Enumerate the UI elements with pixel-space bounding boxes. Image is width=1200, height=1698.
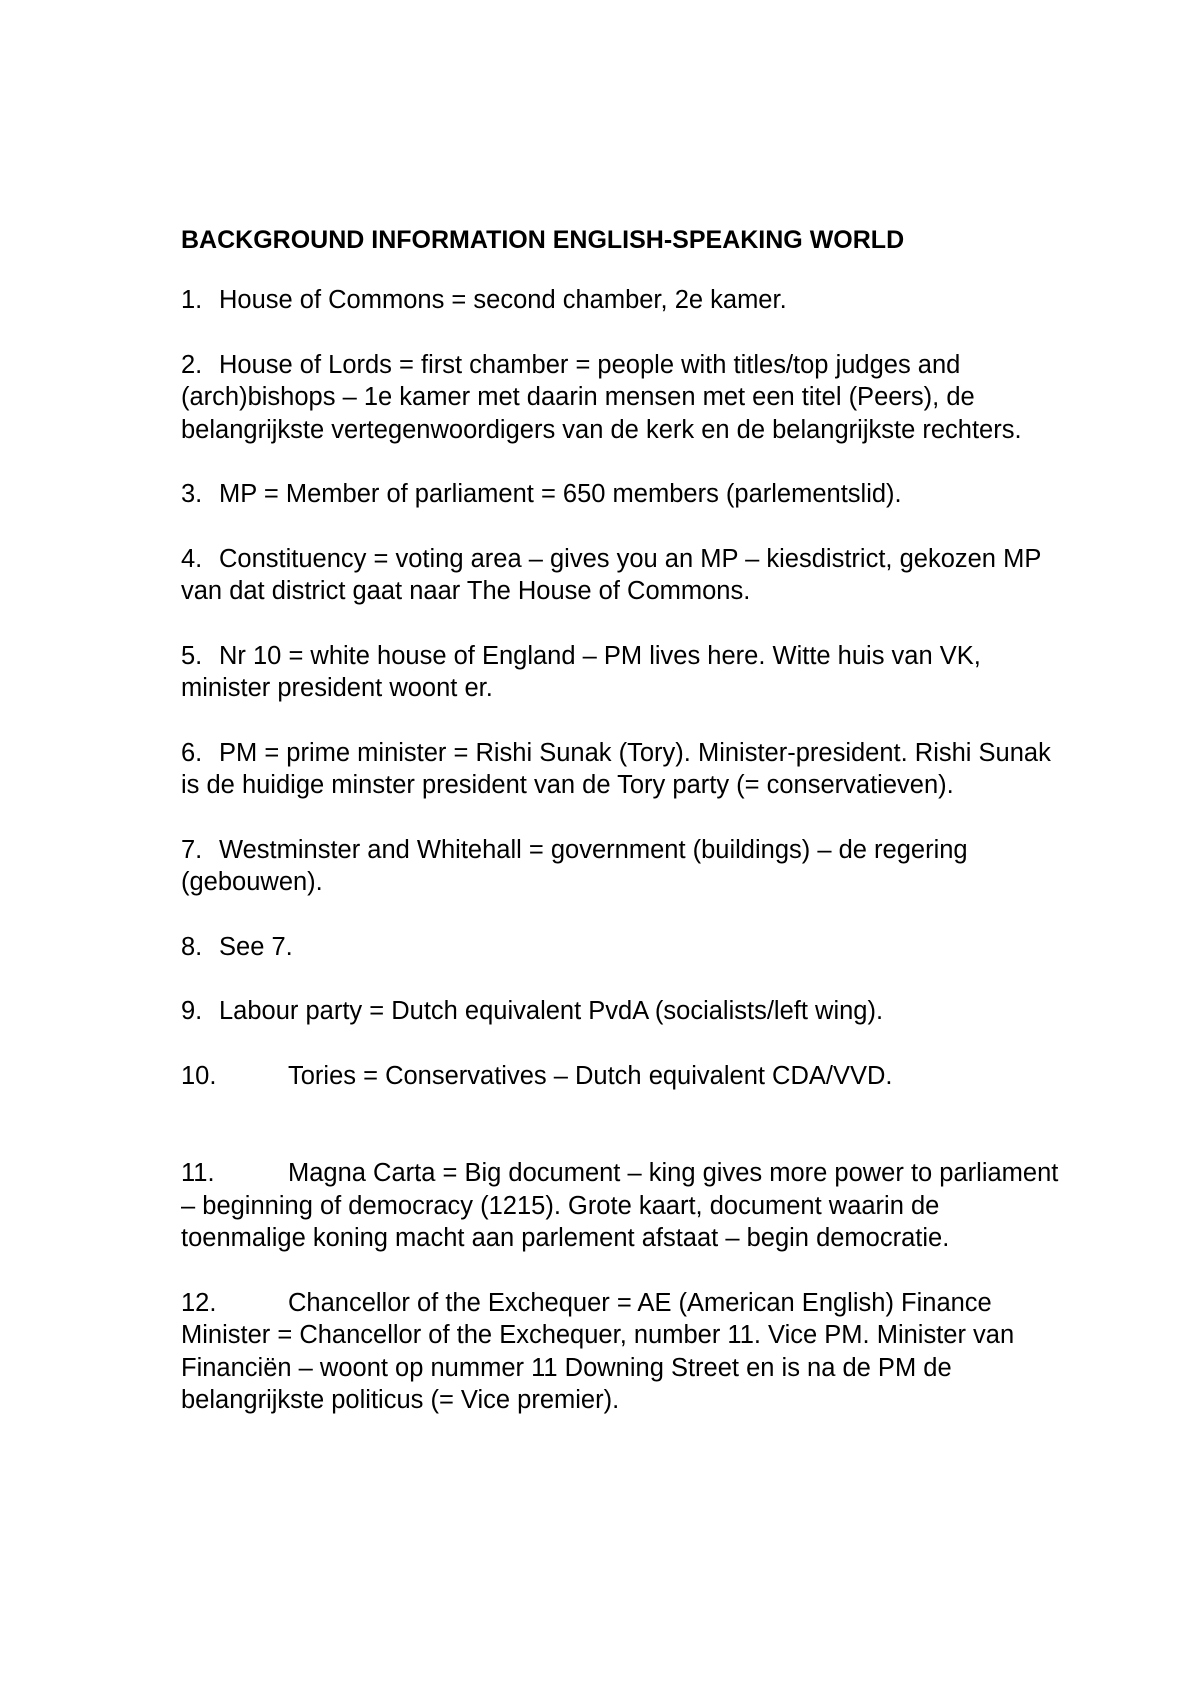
item-number: 6.	[181, 738, 203, 767]
item-text: MP = Member of parliament = 650 members (parlementslid).	[219, 480, 902, 508]
list-item	[181, 1157, 1061, 1255]
item-number: 11.	[181, 1159, 215, 1187]
item-number: 12.	[181, 1288, 217, 1317]
item-text: Labour party = Dutch equivalent PvdA (socialists/left wing).	[219, 997, 884, 1025]
item-number: 1.	[181, 286, 203, 314]
item-number: 7.	[181, 835, 203, 864]
item-text: Nr 10 = white house of England – PM lives here. Witte huis van VK, minister president woont er.	[181, 641, 981, 702]
item-number: 3.	[181, 480, 203, 508]
item-text: House of Lords = first chamber = people with titles/top judges and (arch)bishops – 1e kamer met daarin mensen met een titel (Peers), de belangrijkste vertegenwoordigers van de kerk en de belangrijkste rechters.	[181, 350, 1022, 444]
item-number: 10.	[181, 1061, 217, 1090]
item-number: 2.	[181, 350, 203, 379]
list-item	[181, 349, 1061, 447]
list-item	[181, 1060, 1061, 1093]
list-item	[181, 931, 1061, 964]
document-title: BACKGROUND INFORMATION ENGLISH-SPEAKING WORLD	[181, 226, 905, 254]
item-text: House of Commons = second chamber, 2e kamer.	[219, 286, 787, 314]
item-number: 8.	[181, 932, 203, 961]
list-item	[181, 834, 1061, 899]
list-item	[181, 995, 1061, 1028]
item-text: PM = prime minister = Rishi Sunak (Tory). Minister-president. Rishi Sunak is de huidige minster president van de Tory party (= conservatieven).	[181, 738, 1051, 799]
list-item	[181, 284, 1061, 317]
document-body	[181, 224, 1061, 1449]
list-item	[181, 1287, 1061, 1417]
item-text: See 7.	[219, 932, 293, 961]
item-text: Tories = Conservatives – Dutch equivalent CDA/VVD.	[288, 1061, 893, 1090]
list-item	[181, 737, 1061, 802]
item-text: Westminster and Whitehall = government (buildings) – de regering (gebouwen).	[181, 835, 968, 896]
item-number: 9.	[181, 997, 203, 1025]
item-text: Chancellor of the Exchequer = AE (American English) Finance Minister = Chancellor of the Exchequer, number 11. Vice PM. Minister van Financiën – woont op nummer 11 Downing Street en is na de PM de belangrijkste politicus (= Vice premier).	[181, 1288, 1015, 1414]
item-text: Constituency = voting area – gives you an MP – kiesdistrict, gekozen MP van dat district gaat naar The House of Commons.	[181, 544, 1041, 605]
list-item	[181, 543, 1061, 608]
list-item	[181, 640, 1061, 705]
list-item	[181, 478, 1061, 511]
item-number: 4.	[181, 544, 203, 573]
item-text: Magna Carta = Big document – king gives more power to parliament – beginning of democracy (1215). Grote kaart, document waarin de toenmalige koning macht aan parlement afstaat – begin democratie.	[181, 1159, 1059, 1252]
item-number: 5.	[181, 641, 203, 670]
